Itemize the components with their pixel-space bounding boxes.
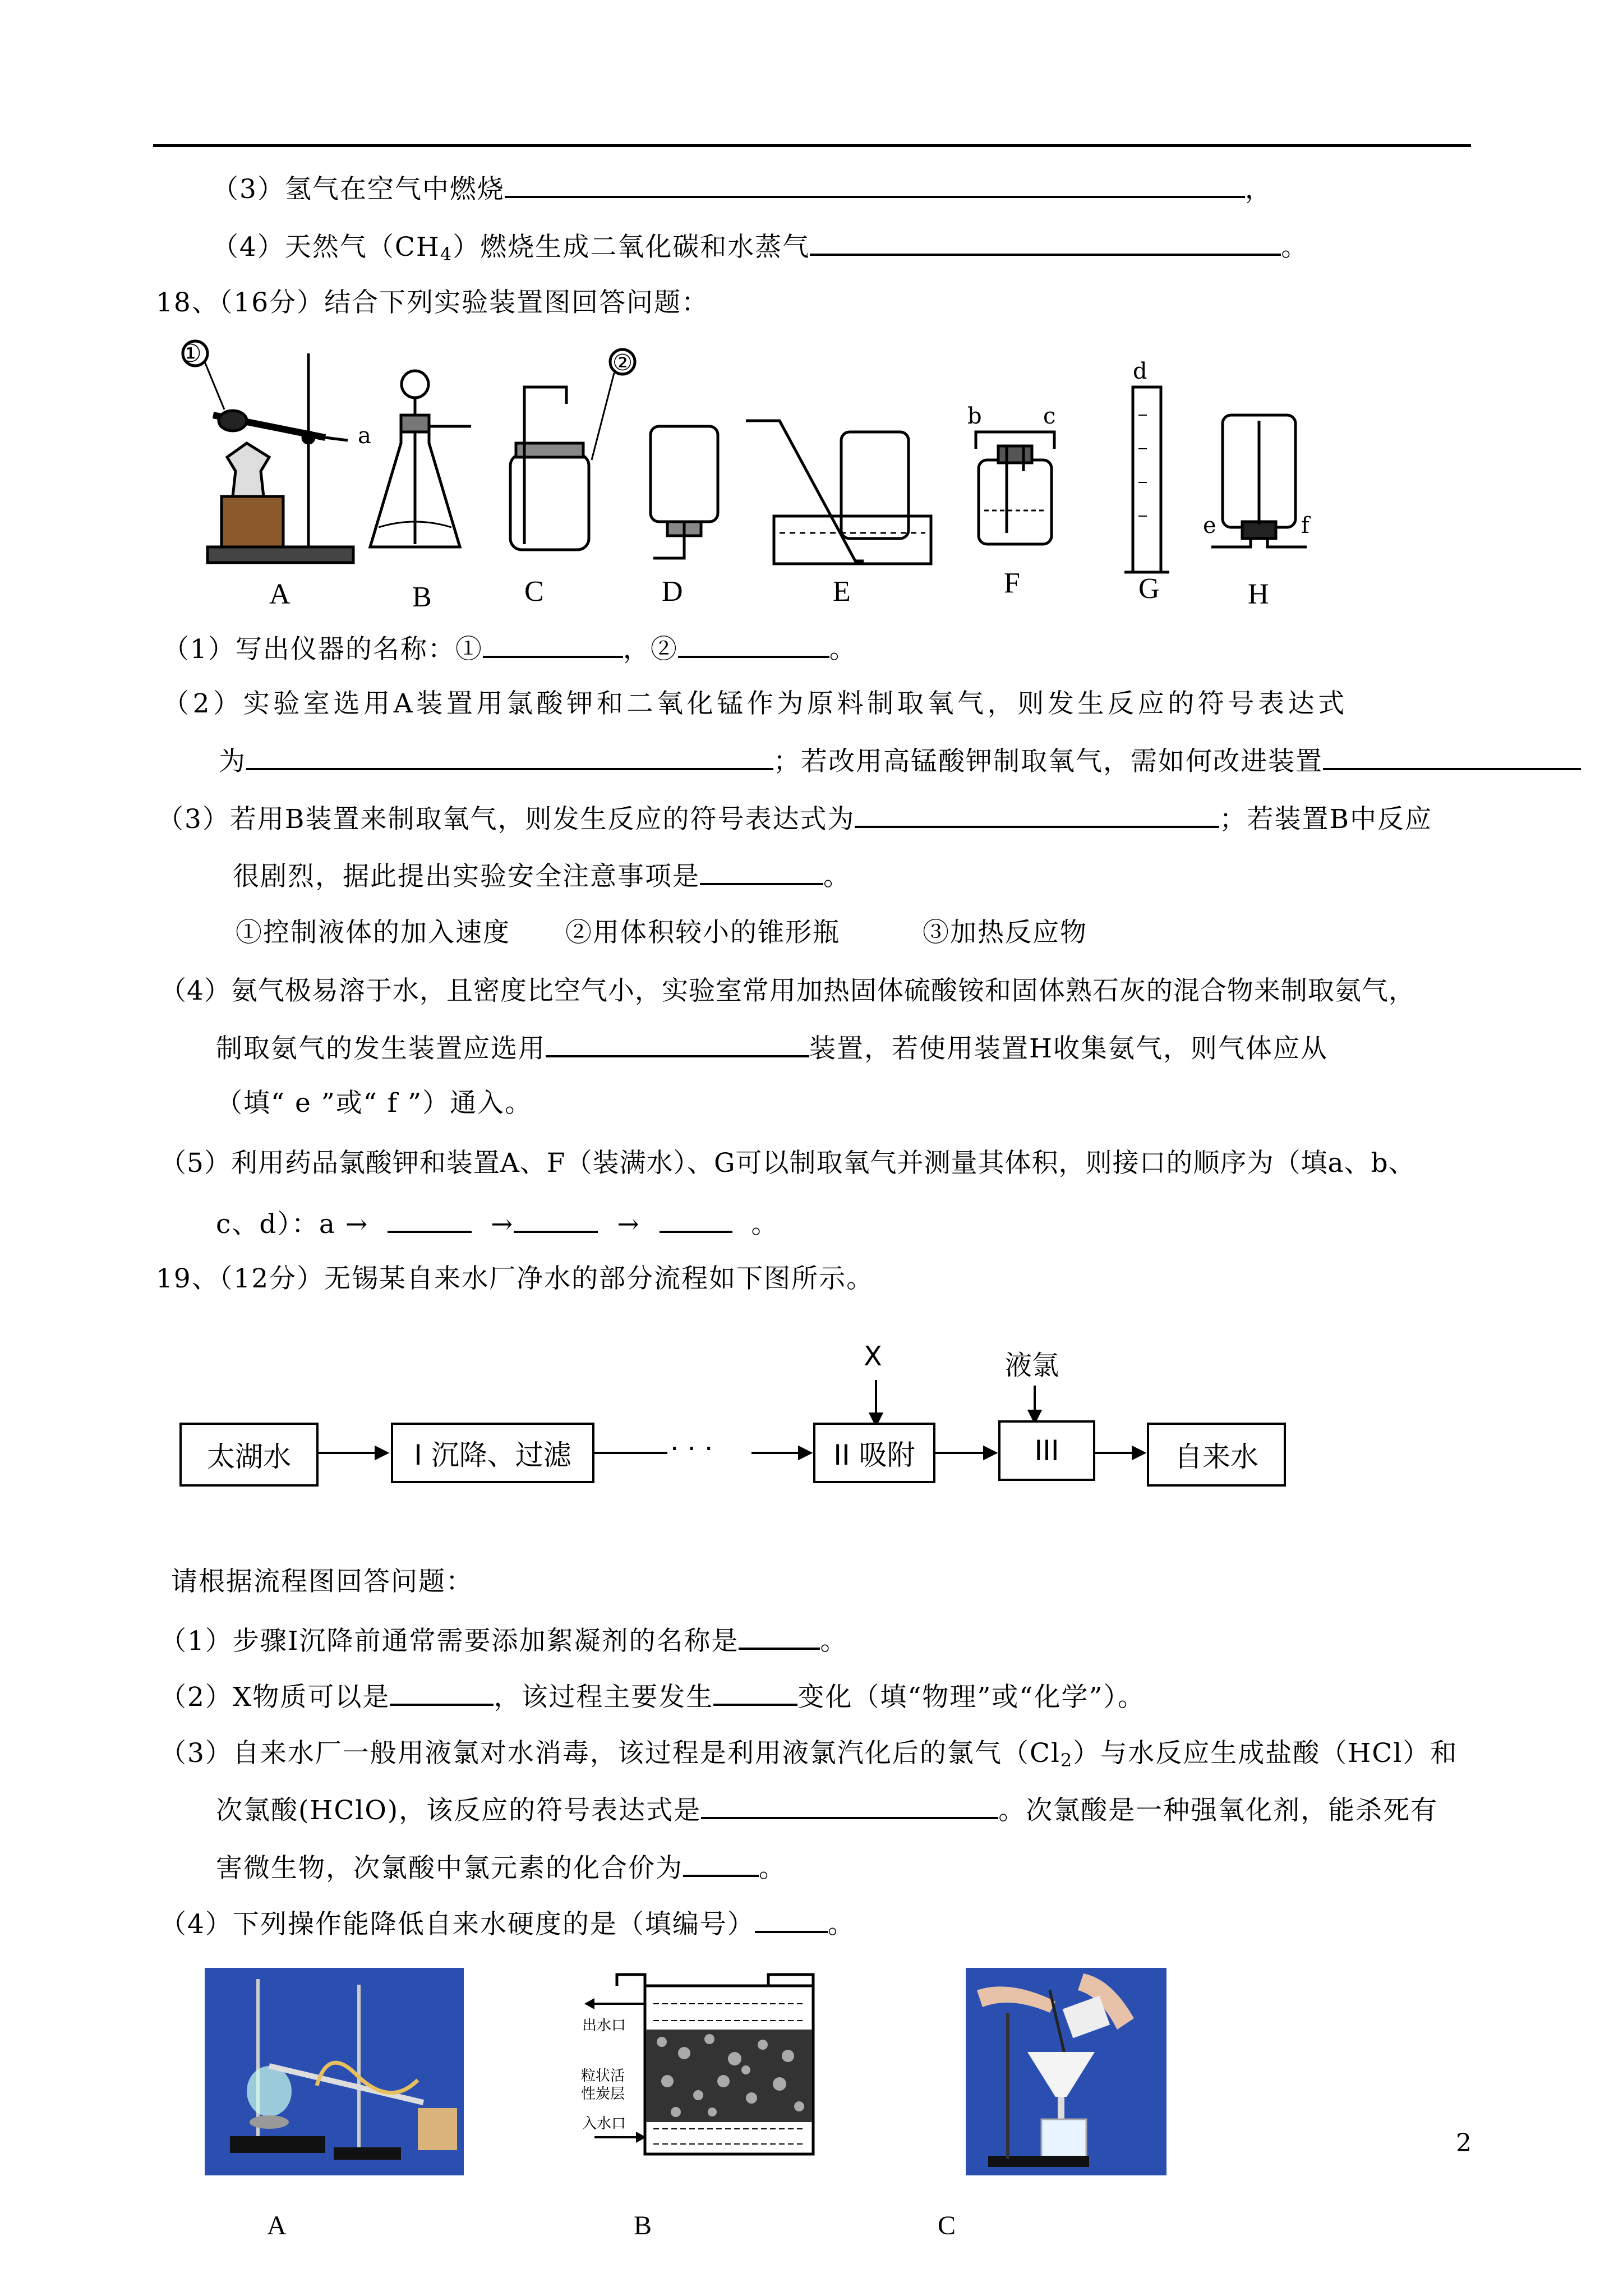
q19-title: 19、（12分）无锡某自来水厂净水的部分流程如下图所示。	[156, 1263, 874, 1294]
port-e-label: e	[1203, 513, 1216, 539]
apparatus-label-h: H	[1248, 578, 1269, 610]
q18-p4b-end: 装置，若使用装置H收集氨气，则气体应从	[809, 1033, 1328, 1064]
q18-p4a: （4）氨气极易溶于水，且密度比空气小，实验室常用加热固体硫酸铵和固体熟石灰的混合物来制取氨气，	[160, 976, 1415, 1006]
q19-p1	[160, 1623, 847, 1658]
q17-item4-rest: ）燃烧生成二氧化碳和水蒸气	[453, 232, 810, 263]
flow-box-adsorption: II 吸附	[813, 1423, 935, 1483]
q18-p5a: （5）利用药品氯酸钾和装置A、F（装满水）、G可以制取氧气并测量其体积，则接口的顺序为（填a、b、	[160, 1148, 1415, 1179]
q19-p2-end: 变化（填“物理”或“化学”）。	[797, 1682, 1145, 1713]
q18-p3c: ①控制液体的加入速度 ②用体积较小的锥形瓶 ③加热反应物	[236, 917, 1087, 948]
figure-carbon-filter	[578, 1969, 836, 2160]
q18-title: 18、（16分）结合下列实验装置图回答问题：	[156, 287, 709, 318]
q17-item3-text: （3）氢气在空气中燃烧	[212, 174, 505, 205]
apparatus-label-b: B	[412, 581, 432, 613]
q19-p3a-sub: 2	[1060, 1750, 1073, 1771]
q19-p4	[160, 1906, 855, 1941]
answer-blank[interactable]	[390, 1679, 494, 1706]
photo-label-c: C	[938, 2211, 956, 2240]
apparatus-label-a: A	[269, 578, 291, 610]
q18-p2a: （2）实验室选用A装置用氯酸钾和二氧化锰作为原料制取氧气，则发生反应的符号表达式	[163, 688, 1348, 719]
flow-input-x: X	[864, 1341, 882, 1372]
apparatus-label-g: G	[1138, 573, 1160, 605]
q19-p3c-end: 。	[759, 1853, 786, 1884]
photo-distillation	[205, 1968, 464, 2175]
apparatus-label-d: D	[662, 576, 683, 608]
q19-p3a	[160, 1737, 1458, 1777]
apparatus-label-f: F	[1004, 567, 1020, 599]
outlet-label: 出水口	[582, 2017, 626, 2034]
q19-p4-end: 。	[827, 1909, 855, 1940]
q19-p3b-text: 次氯酸(HClO)，该反应的符号表达式是	[216, 1795, 702, 1826]
flow-box-tap-water: 自来水	[1147, 1423, 1286, 1487]
q19-p3c-text: 害微生物，次氯酸中氯元素的化合价为	[216, 1853, 683, 1884]
arrow: →	[491, 1209, 514, 1240]
q18-p3b-text: 很剧烈，据此提出实验安全注意事项是	[233, 861, 700, 892]
q19-p3a-text: （3）自来水厂一般用液氯对水消毒，该过程是利用液氯汽化后的氯气（Cl	[160, 1738, 1061, 1769]
q19-p3b-end: 。次氯酸是一种强氧化剂，能杀死有	[998, 1795, 1438, 1826]
q18-p5b-end: 。	[751, 1209, 779, 1240]
photo-label-a: A	[267, 2211, 287, 2240]
port-d-label: d	[1133, 358, 1147, 384]
answer-blank[interactable]	[701, 1792, 998, 1819]
photo-label-b: B	[634, 2211, 652, 2240]
q18-p1-mid: ，②	[623, 634, 678, 665]
q18-p3b-end: 。	[823, 861, 851, 892]
q19-p2-text: （2）X物质可以是	[160, 1682, 390, 1713]
port-c-label: c	[1043, 403, 1056, 429]
q19-p1-end: 。	[820, 1626, 848, 1657]
q18-p2b-text: 为	[219, 746, 246, 777]
q19-p3a-rest: ）与水反应生成盐酸（HCl）和	[1073, 1738, 1458, 1769]
carbon-layer-line1: 粒状活	[581, 2068, 625, 2085]
q17-item4-text: （4）天然气（CH	[212, 232, 440, 263]
flow-box-taihu-water: 太湖水	[179, 1423, 319, 1487]
q19-p2-mid: ，该过程主要发生	[494, 1682, 714, 1713]
apparatus-label-c: C	[524, 576, 544, 608]
q19-intro: 请根据流程图回答问题：	[171, 1566, 473, 1597]
flow-input-liquid-chlorine: 液氯	[1005, 1350, 1059, 1381]
q19-p2	[160, 1679, 1145, 1714]
port-a-label: a	[358, 423, 371, 449]
flow-box-settle-filter: I 沉降、过滤	[391, 1423, 594, 1483]
q18-p2b-mid: ；若改用高锰酸钾制取氧气，需如何改进装置	[773, 746, 1323, 777]
q18-p3a-end: ；若装置B中反应	[1219, 804, 1432, 835]
marker-2: ②	[612, 350, 633, 376]
answer-blank[interactable]	[683, 1850, 759, 1877]
answer-blank[interactable]	[755, 1906, 828, 1933]
q17-item4-sub: 4	[440, 243, 453, 265]
answer-blank[interactable]	[713, 1679, 797, 1706]
arrow: →	[617, 1209, 640, 1240]
q18-p1-end: 。	[829, 634, 857, 665]
q18-p5b-text: c、d）：a →	[216, 1209, 369, 1240]
q18-p4b-text: 制取氨气的发生装置应选用	[216, 1033, 546, 1064]
apparatus-label-e: E	[833, 576, 851, 608]
page-number: 2	[1456, 2129, 1472, 2157]
answer-blank[interactable]	[739, 1623, 820, 1650]
q17-item4-end: 。	[1281, 232, 1309, 263]
q19-p1-text: （1）步骤Ⅰ沉降前通常需要添加絮凝剂的名称是	[160, 1626, 739, 1657]
q17-item3-end: ，	[1244, 174, 1272, 205]
port-b-label: b	[967, 403, 982, 429]
q18-p4c: （填“ e ”或“ f ”）通入。	[216, 1088, 533, 1119]
flow-ellipsis: · · ·	[670, 1433, 713, 1465]
inlet-label: 入水口	[582, 2115, 626, 2132]
q19-p4-text: （4）下列操作能降低自来水硬度的是（填编号）	[160, 1909, 755, 1940]
q18-p1-text: （1）写出仪器的名称：①	[163, 634, 483, 665]
flow-box-step-iii: III	[998, 1420, 1095, 1481]
q19-p3b	[216, 1792, 1438, 1828]
carbon-layer-line2: 性炭层	[581, 2086, 625, 2102]
port-f-label: f	[1301, 513, 1310, 539]
photo-filtration	[966, 1968, 1166, 2175]
carbon-layer-label	[581, 2067, 625, 2103]
q18-p3a-text: （3）若用B装置来制取氧气，则发生反应的符号表达式为	[157, 804, 855, 835]
marker-1: ①	[179, 339, 202, 368]
q19-p3c	[216, 1850, 786, 1885]
